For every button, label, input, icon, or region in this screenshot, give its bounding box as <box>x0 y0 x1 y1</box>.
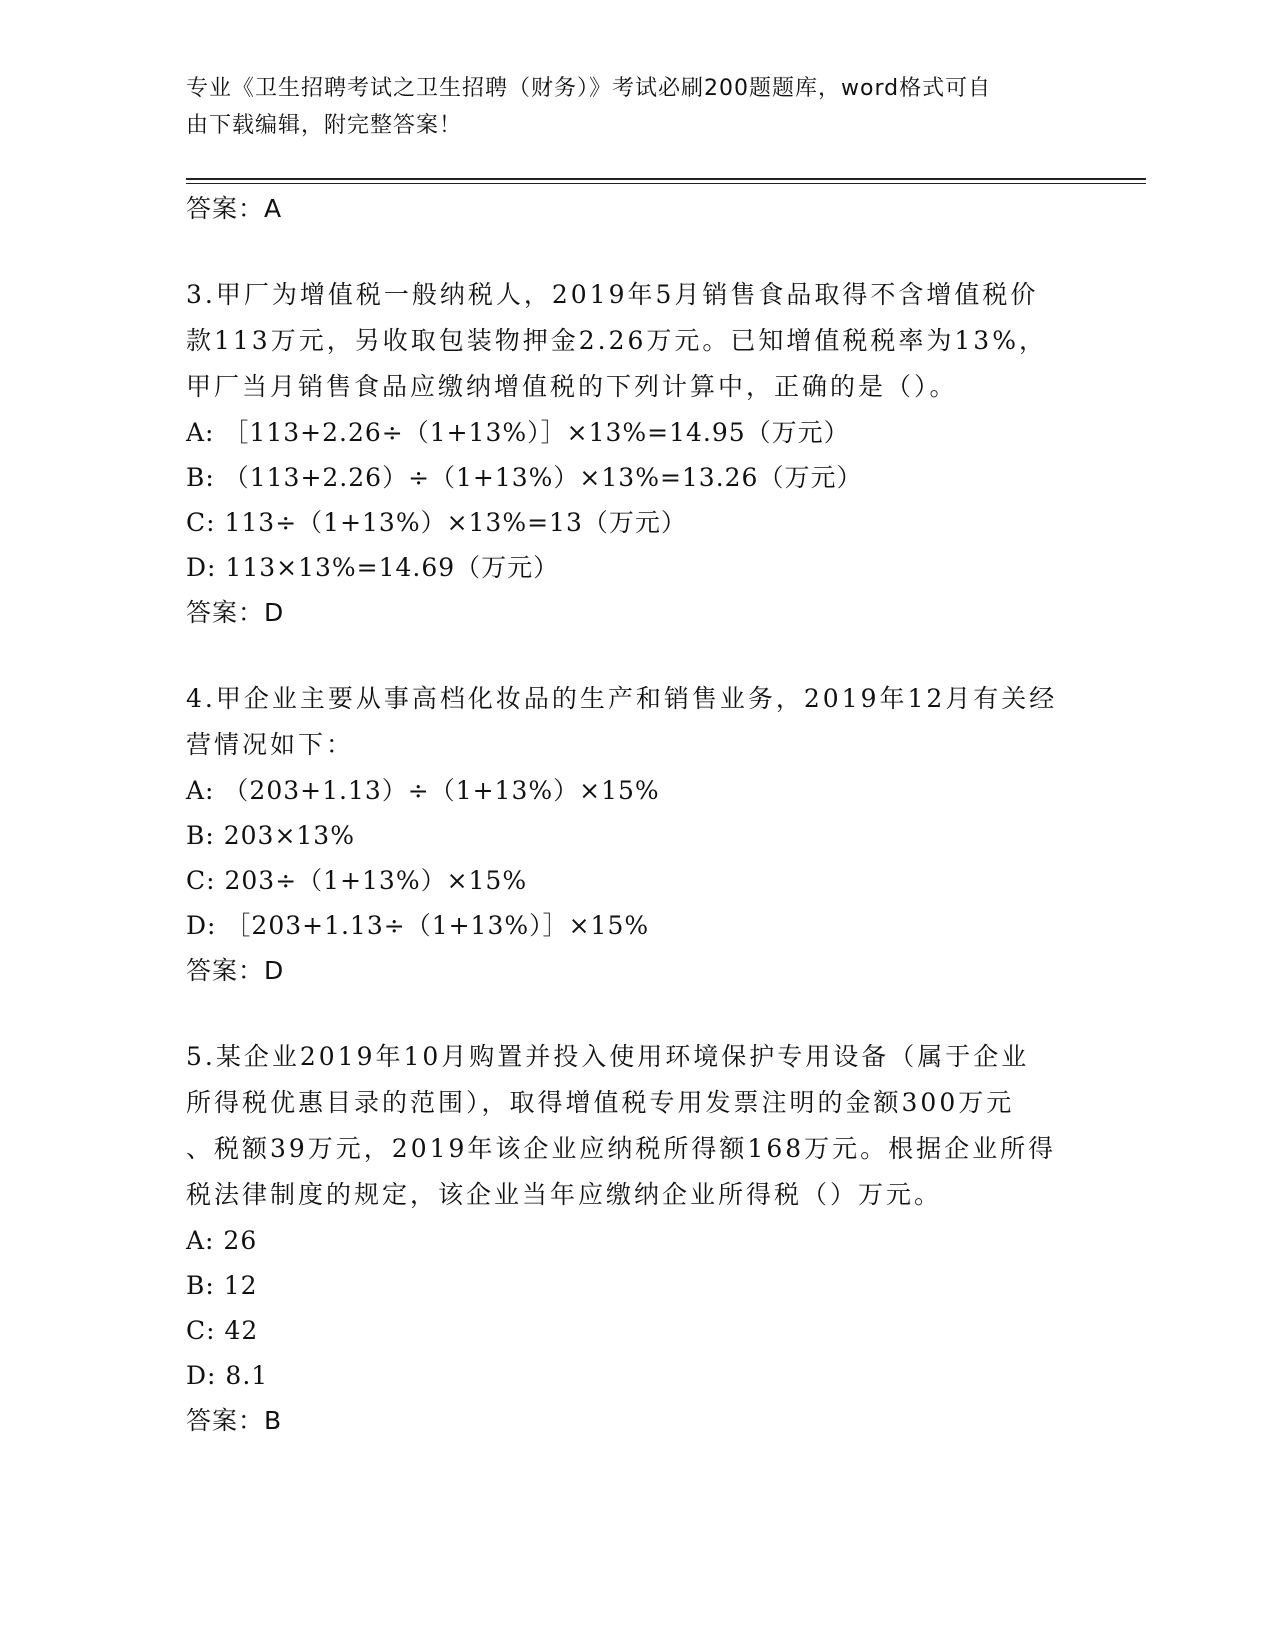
question-stem <box>186 1034 1086 1218</box>
stem-line: 3.甲厂为增值税一般纳税人，2019年5月销售食品取得不含增值税价 <box>186 280 1039 309</box>
answer-line: 答案：D <box>186 598 285 627</box>
option-b: B: 12 <box>186 1271 258 1300</box>
option-b: B: （113+2.26）÷（1+13%）×13%=13.26（万元） <box>186 463 863 492</box>
option-c: C: 113÷（1+13%）×13%=13（万元） <box>186 508 687 537</box>
stem-line: 税法律制度的规定，该企业当年应缴纳企业所得税（）万元。 <box>186 1180 943 1209</box>
spacer <box>186 994 1086 1034</box>
header-divider <box>186 178 1146 180</box>
stem-line: 款113万元，另收取包装物押金2.26万元。已知增值税税率为13%， <box>186 326 1047 355</box>
stem-line: 营情况如下： <box>186 730 355 759</box>
question-3 <box>186 272 1086 636</box>
option-a: A: 26 <box>186 1226 258 1255</box>
answer-line: 答案：A <box>186 194 283 223</box>
stem-line: 4.甲企业主要从事高档化妆品的生产和销售业务，2019年12月有关经 <box>186 684 1058 713</box>
question-stem <box>186 676 1086 768</box>
header-line-2: 由下载编辑，附完整答案！ <box>186 113 463 138</box>
question-stem <box>186 272 1086 410</box>
answer-line: 答案：D <box>186 956 285 985</box>
option-c: C: 203÷（1+13%）×15% <box>186 866 528 895</box>
option-a: A: ［113+2.26÷（1+13%）］×13%=14.95（万元） <box>186 418 850 447</box>
question-list <box>186 186 1086 1444</box>
stem-line: 所得税优惠目录的范围），取得增值税专用发票注明的金额300万元 <box>186 1088 1015 1117</box>
option-d: D: ［203+1.13÷（1+13%）］×15% <box>186 911 650 940</box>
question-4 <box>186 676 1086 994</box>
option-b: B: 203×13% <box>186 821 355 850</box>
header-divider-thin <box>186 183 1146 184</box>
question-5 <box>186 1034 1086 1444</box>
header-line-1: 专业《卫生招聘考试之卫生招聘（财务）》考试必刷200题题库，word格式可自 <box>186 76 992 101</box>
stem-line: 5.某企业2019年10月购置并投入使用环境保护专用设备（属于企业 <box>186 1042 1030 1071</box>
option-a: A: （203+1.13）÷（1+13%）×15% <box>186 776 660 805</box>
spacer <box>186 636 1086 676</box>
spacer <box>186 232 1086 272</box>
stem-line: 甲厂当月销售食品应缴纳增值税的下列计算中，正确的是（）。 <box>186 372 958 401</box>
option-d: D: 8.1 <box>186 1361 269 1390</box>
answer-line: 答案：B <box>186 1406 283 1435</box>
option-d: D: 113×13%=14.69（万元） <box>186 553 560 582</box>
stem-line: 、税额39万元，2019年该企业应纳税所得额168万元。根据企业所得 <box>186 1134 1057 1163</box>
option-c: C: 42 <box>186 1316 259 1345</box>
page-header <box>186 70 1086 144</box>
